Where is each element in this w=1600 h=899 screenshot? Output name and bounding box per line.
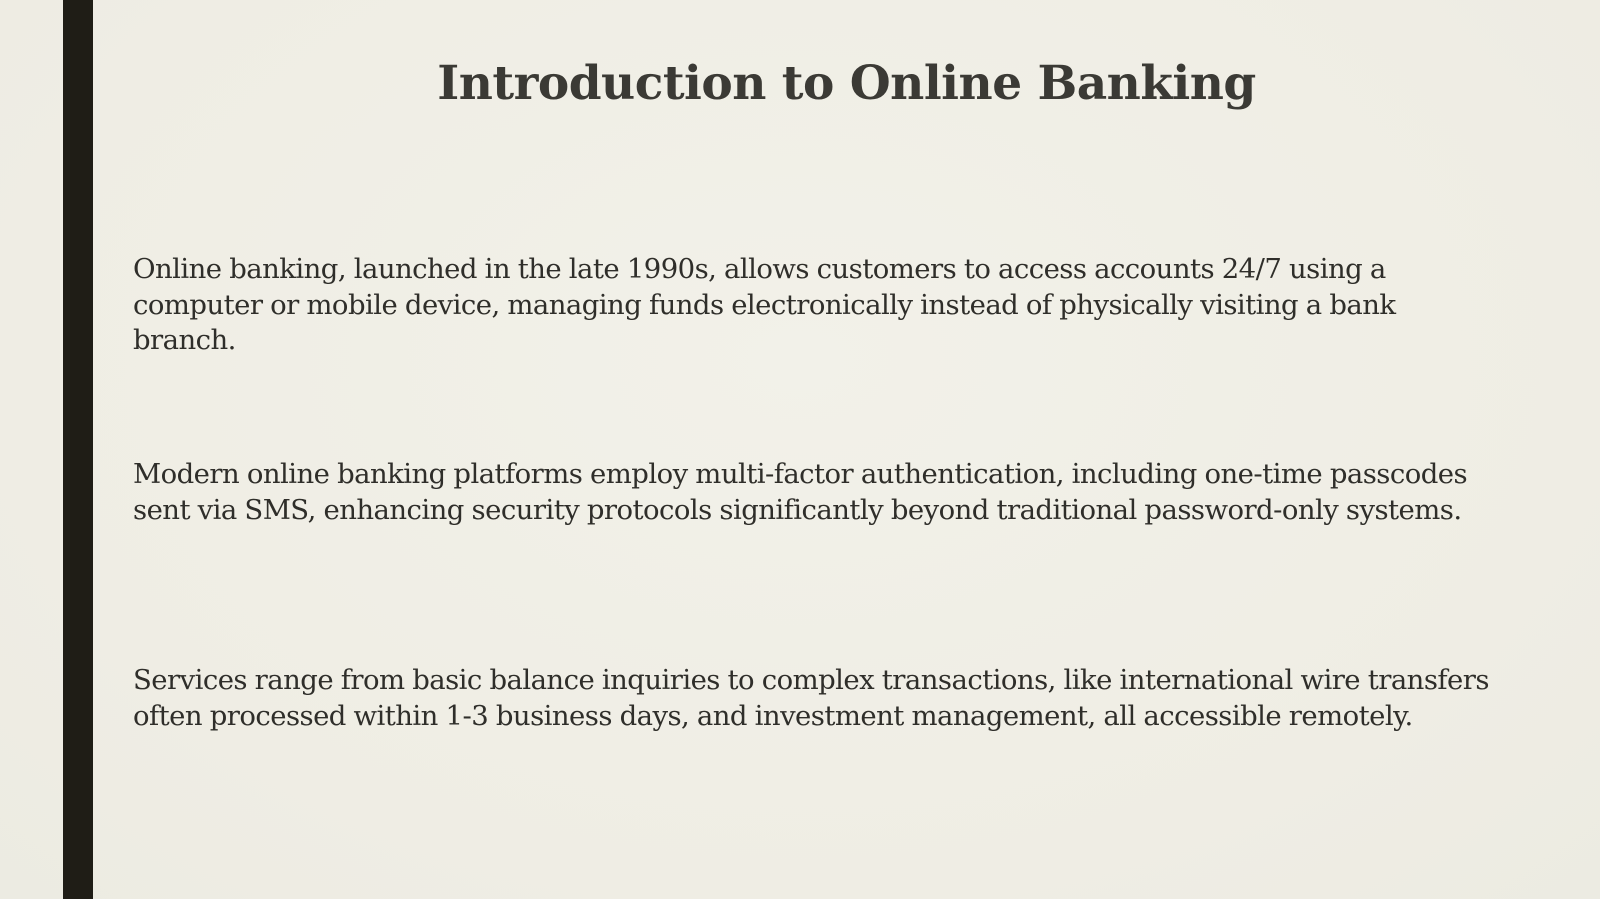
paragraph-security: Modern online banking platforms employ multi-factor authentication, including one-time passcodes sent via SMS, enhancing security protocols significantly beyond traditional password-only systems. [133, 458, 1468, 526]
accent-bar [63, 0, 93, 899]
paragraph-services: Services range from basic balance inquiries to complex transactions, like international wire transfers often processed within 1-3 business days, and investment management, all accessible remotely. [133, 664, 1489, 732]
paragraph-history: Online banking, launched in the late 1990s, allows customers to access accounts 24/7 using a computer or mobile device, managing funds electronically instead of physically visiting a bank branch. [133, 253, 1396, 356]
slide-title: Introduction to Online Banking [437, 56, 1256, 111]
